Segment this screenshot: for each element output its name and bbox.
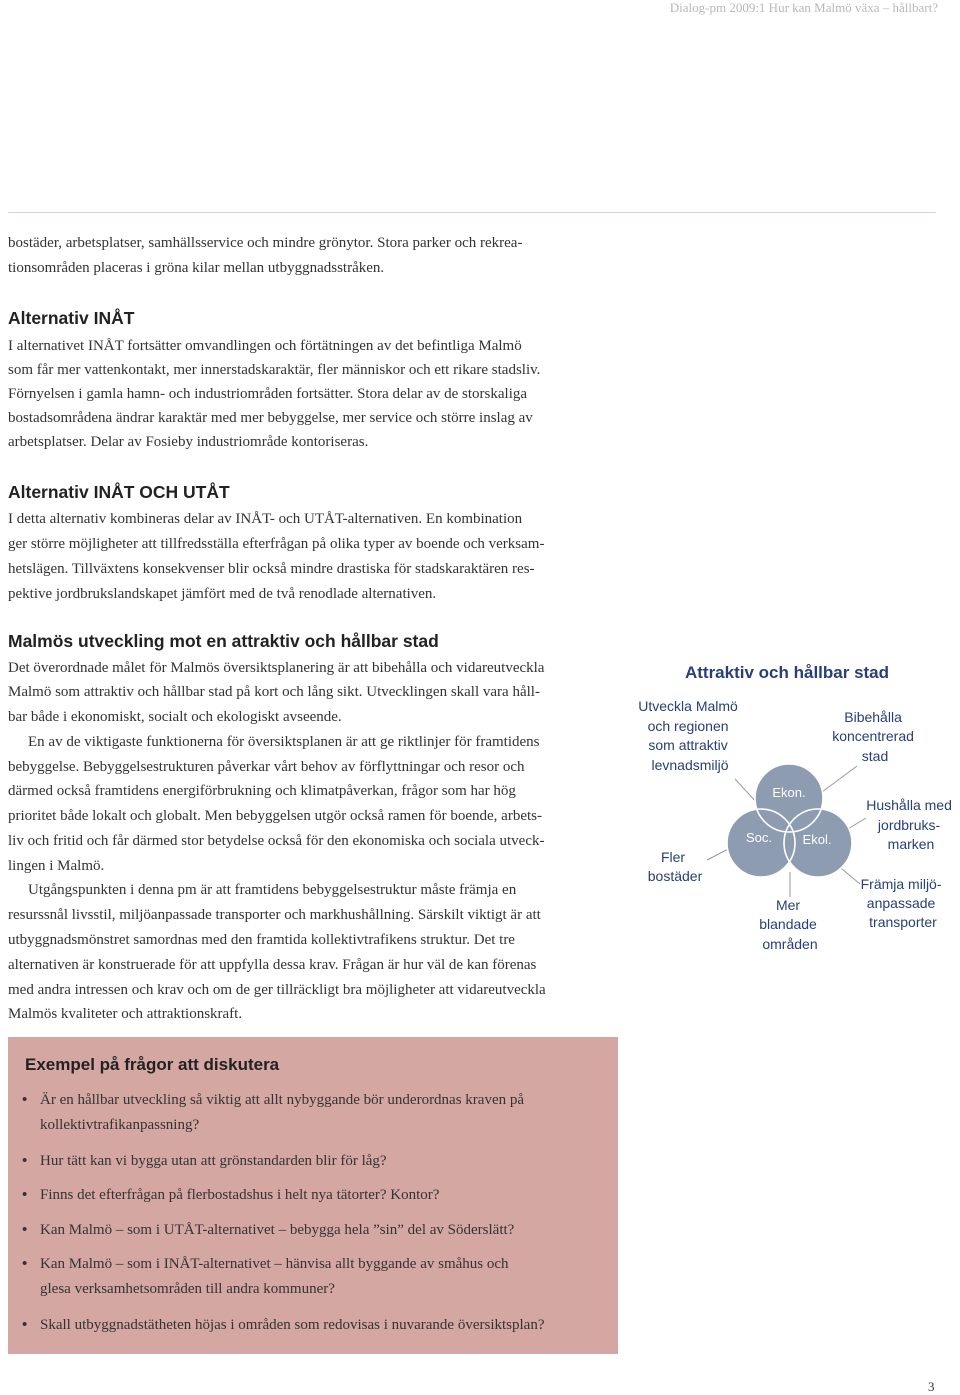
label-line: Utveckla Malmö [638,698,738,714]
label-concentrated-city [832,709,918,764]
section-heading: Alternativ INÅT [8,308,135,328]
question-line: Skall utbyggnadstätheten höjas i områden som redovisas i nuvarande översiktsplan? [40,1317,545,1333]
bullet-icon: • [22,1221,28,1238]
label-develop-malmo [638,698,741,773]
text-line: Malmö som attraktiv och hållbar stad på kort och lång sikt. Utvecklingen skall vara håll- [8,684,540,700]
header-rule [8,212,936,213]
discussion-box [8,1037,618,1354]
circle-label-social: Soc. [745,830,773,845]
label-line: och regionen [647,718,729,734]
text-line: bostäder, arbetsplatser, samhällsservice och mindre grönytor. Stora parker och rekrea- [8,235,523,251]
question-line: Kan Malmö – som i INÅT-alternativet – hänvisa allt byggande av småhus och [40,1256,509,1272]
label-line: levnadsmiljö [651,757,729,773]
question-line: glesa verksamhetsområden till andra kommuner? [40,1281,335,1297]
label-line: Bibehålla [844,709,902,725]
section-heading: Malmös utveckling mot en attraktiv och hållbar stad [8,631,439,651]
running-header: Dialog-pm 2009:1 Hur kan Malmö växa – hållbart? [669,0,938,15]
label-transport [861,876,946,930]
diagram-title: Attraktiv och hållbar stad [684,663,890,682]
label-line: marken [887,836,935,852]
text-line: resurssnål livsstil, miljöanpassade transporter och markhushållning. Särskilt viktigt är att [8,907,541,923]
label-line: Fler [660,849,686,865]
bullet-icon: • [22,1152,28,1169]
label-line: jordbruks- [877,817,941,833]
discussion-title: Exempel på frågor att diskutera [25,1055,280,1074]
label-line: transporter [869,914,937,930]
text-line: hetslägen. Tillväxtens konsekvenser blir också mindre drastiska för stadskaraktären res- [8,561,535,577]
sustainability-venn-diagram [620,650,960,970]
label-farmland [866,797,956,852]
label-line: stad [861,748,889,764]
question-line: Kan Malmö – som i UTÅT-alternativet – bebygga hela ”sin” del av Söderslätt? [40,1222,515,1238]
label-line: anpassade [866,895,936,911]
text-line: tionsområden placeras i gröna kilar mellan utbyggnadsstråken. [8,260,385,276]
label-line: Främja miljö- [860,876,942,892]
text-line: alternativen är konstruerade för att uppfylla dessa krav. Frågan är hur väl de kan förenas [8,957,537,973]
question-line: Är en hållbar utveckling så viktig att allt nybyggande bör underordnas kraven på [40,1092,525,1108]
text-line: prioritet både lokalt och globalt. Men bebyggelsen utgör också ramen för boende, arbets- [8,808,542,824]
label-line: områden [762,936,818,952]
text-line: En av de viktigaste funktionerna för översiktsplanen är att ge riktlinjer för framtidens [28,734,540,750]
text-line: Förnyelsen i gamla hamn- och industriområden fortsätter. Stora delar av de storskaliga [8,386,528,402]
question-line: Hur tätt kan vi bygga utan att grönstandarden blir för låg? [40,1153,387,1169]
text-line: Malmös kvaliteter och attraktionskraft. [8,1006,243,1022]
bullet-icon: • [22,1255,28,1272]
text-line: ger större möjligheter att tillfredsställa efterfrågan på olika typer av boende och verksam- [8,536,545,552]
bullet-icon: • [22,1316,28,1333]
label-mixed-areas [759,897,821,952]
text-line: Utgångspunkten i denna pm är att framtidens bebyggelsestruktur måste främja en [28,882,517,898]
label-line: Hushålla med [866,797,952,813]
circle-label-economic: Ekon. [772,785,806,800]
circle-label-ecological: Ekol. [802,832,832,847]
text-line: med andra intressen och krav och om de ger tillräckligt bra möjligheter att vidareutveckla [8,982,546,998]
label-line: koncentrerad [832,728,914,744]
label-line: blandade [759,916,817,932]
text-line: utbyggnadsmönstret samordnas med den framtida kollektivtrafikens struktur. Det tre [8,932,515,948]
question-line: Finns det efterfrågan på flerbostadshus i helt nya tätorter? Kontor? [40,1187,440,1203]
text-line: bebyggelse. Bebyggelsestrukturen påverkar vårt behov av förflyttningar och resor och [8,759,525,775]
connector-line [818,766,857,795]
text-line: som får mer vattenkontakt, mer innerstadskaraktär, fler människor och ett rikare stadsliv. [8,362,541,378]
text-line: arbetsplatser. Delar av Fosieby industriområde kontoriseras. [8,434,369,450]
question-line: kollektivtrafikanpassning? [40,1117,200,1133]
label-more-housing [648,849,703,884]
text-line: I alternativet INÅT fortsätter omvandlingen och förtätningen av det befintliga Malmö [8,338,522,354]
bullet-icon: • [22,1091,28,1108]
text-line: lingen i Malmö. [8,858,105,874]
section-heading: Alternativ INÅT OCH UTÅT [8,482,230,502]
label-line: Mer [775,897,801,913]
bullet-icon: • [22,1186,28,1203]
text-line: I detta alternativ kombineras delar av INÅT- och UTÅT-alternativen. En kombination [8,511,523,527]
text-line: bostadsområdena ändrar karaktär med mer bebyggelse, mer service och större inslag av [8,410,533,426]
text-line: bar både i ekonomiskt, socialt och ekologiskt avseende. [8,709,342,725]
text-line: pektive jordbrukslandskapet jämfört med de två renodlade alternativen. [8,586,437,602]
label-line: bostäder [647,868,703,884]
text-line: Det överordnade målet för Malmös översiktsplanering är att bibehålla och vidareutveckla [8,660,545,676]
page-number: 3 [928,1379,935,1394]
label-line: som attraktiv [648,737,728,753]
text-line: liv och fritid och får därmed stor betydelse också för den ekonomiska och sociala utveck- [8,833,545,849]
text-line: därmed också framtidens energiförbrukning och klimatpåverkan, frågor som har hög [8,783,516,799]
